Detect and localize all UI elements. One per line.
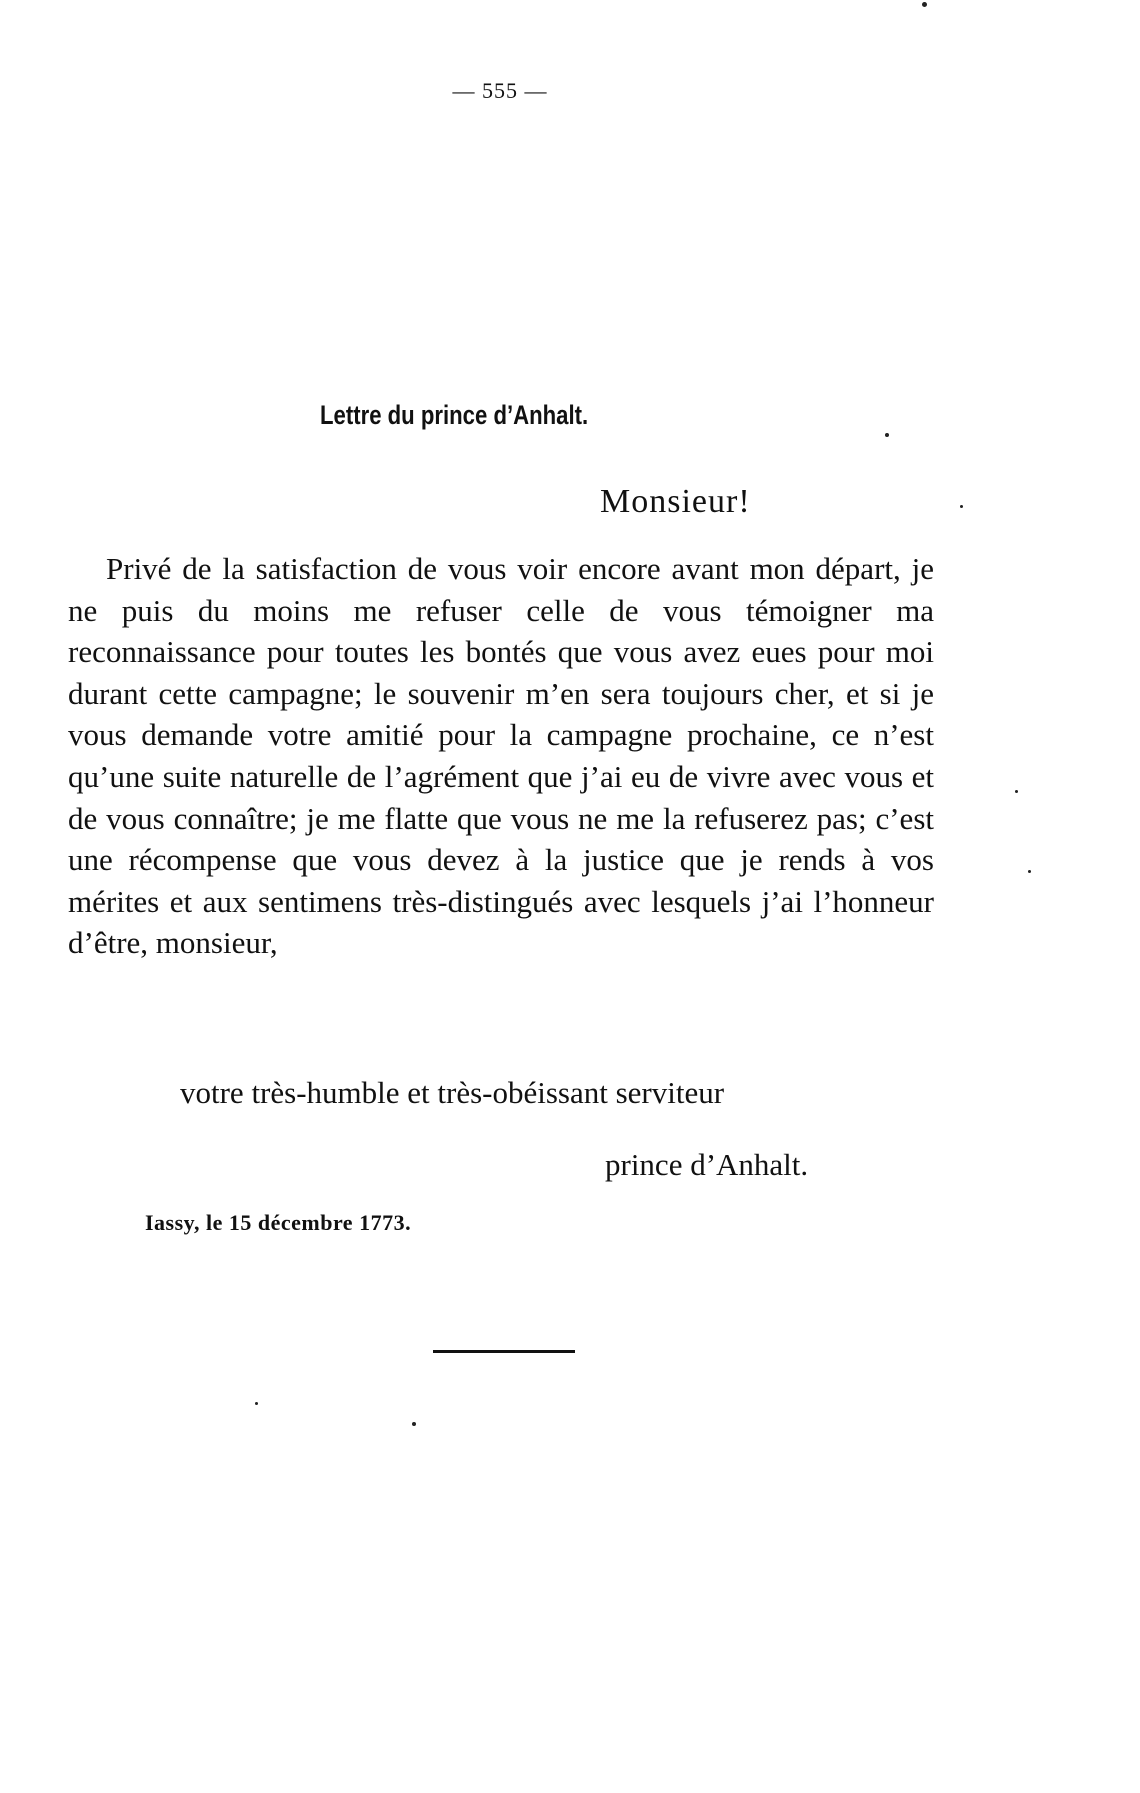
letter-title: Lettre du prince d’Anhalt.: [320, 400, 589, 430]
salutation: Monsieur!: [600, 483, 751, 520]
scan-speck: [922, 2, 927, 7]
scan-speck: [412, 1422, 416, 1426]
scan-speck: [1015, 790, 1018, 793]
scan-speck: [960, 505, 963, 508]
scan-speck: [885, 433, 889, 437]
closing-formula: votre très-humble et très-obéissant serviteur: [180, 1075, 725, 1110]
place-date: Iassy, le 15 décembre 1773.: [145, 1210, 412, 1235]
scan-speck: [255, 1402, 258, 1405]
section-rule: [433, 1350, 575, 1353]
signature: prince d’Anhalt.: [605, 1147, 809, 1182]
scan-speck: [1028, 870, 1031, 873]
page-number: — 555 —: [452, 78, 548, 103]
letter-body: Privé de la satisfaction de vous voir encore avant mon départ, je ne puis du moins me refuser celle de vous témoigner ma reconnaissance pour toutes les bontés que vous avez eues pour moi durant cette campagne; le souvenir m’en sera toujours cher, et si je vous demande votre amitié pour la campagne prochaine, ce n’est qu’une suite naturelle de l’agrément que j’ai eu de vivre avec vous et de vous connaître; je me flatte que vous ne me la refuserez pas; c’est une récompense que vous devez à la justice que je rends à vos mérites et aux sentimens très-distingués avec lesquels j’ai l’honneur d’être, monsieur,: [68, 551, 934, 961]
